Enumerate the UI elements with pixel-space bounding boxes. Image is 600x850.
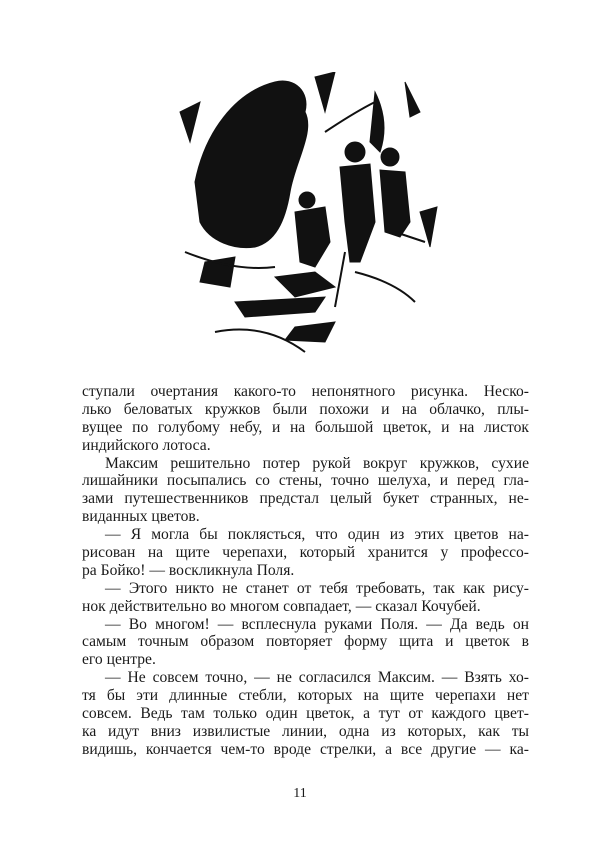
text-line: ра Бойко! — воскликнула Поля. bbox=[82, 561, 295, 579]
text-line: — Я могла бы поклясться, что один из этих цветов на- bbox=[105, 526, 529, 544]
text-line: лишайники посыпались со стены, точно шелуха, и перед гла- bbox=[82, 472, 529, 490]
text-line: ступали очертания какого-то непонятного рисунка. Неско- bbox=[82, 383, 529, 400]
page-number: 11 bbox=[293, 786, 307, 801]
text-line: — Этого никто не станет от тебя требовать, так как рису- bbox=[105, 579, 529, 597]
text-line: ка идут вниз извилистые линии, одна из которых, как ты bbox=[82, 722, 529, 740]
text-line: самым точным образом повторяет форму щита и цветок в bbox=[82, 633, 529, 651]
text-line: — Во многом! — всплеснула руками Поля. — Да ведь он bbox=[105, 615, 529, 633]
text-line: его центре. bbox=[82, 651, 156, 669]
text-line: нок действительно во многом совпадает, — сказал Кочубей. bbox=[82, 597, 481, 615]
text-line: видишь, кончается чем-то вроде стрелки, а все другие — ка- bbox=[82, 740, 529, 758]
text-line: зами путешественников предстал целый букет странных, не- bbox=[82, 490, 529, 508]
text-line: рисован на щите черепахи, который хранится у профессо- bbox=[82, 544, 529, 562]
text-line: совсем. Ведь там только один цветок, а тут от каждого цвет- bbox=[82, 705, 529, 723]
text-line: виданных цветов. bbox=[82, 508, 200, 526]
text-line: — Не совсем точно, — не согласился Максим. — Взять хо- bbox=[105, 669, 529, 687]
text-line: тя бы эти длинные стебли, которых на щите черепахи нет bbox=[82, 687, 529, 705]
text-line: индийского лотоса. bbox=[82, 436, 211, 454]
cave-illustration bbox=[175, 72, 445, 364]
text-line: лько беловатых кружков были похожи и на облачко, плы- bbox=[82, 400, 529, 418]
body-text bbox=[82, 383, 529, 759]
text-line: Максим решительно потер рукой вокруг кружков, сухие bbox=[105, 454, 529, 472]
text-line: вущее по голубому небу, и на большой цветок, и на листок bbox=[82, 418, 529, 436]
